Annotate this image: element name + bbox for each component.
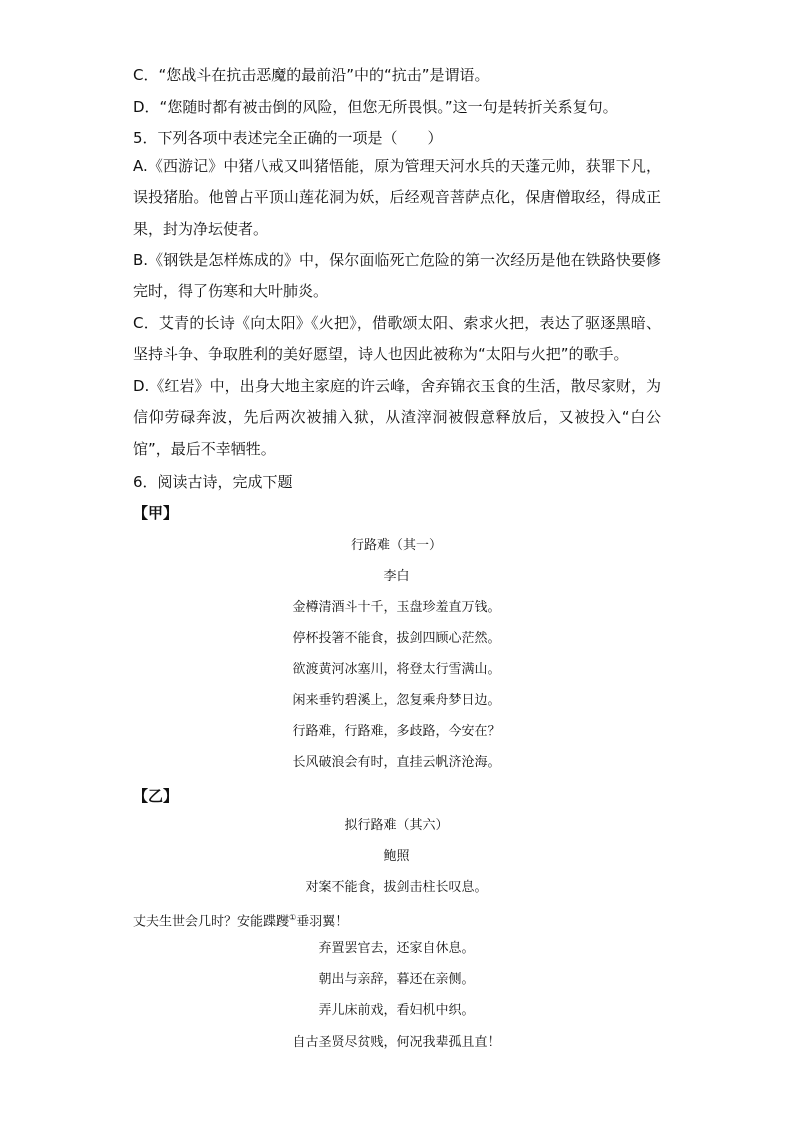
poem-yi-line: 朝出与亲辞，暮还在亲侧。 <box>318 972 475 987</box>
q5-option-a: A.《西游记》中猪八戒又叫猪悟能，原为管理天河水兵的天蓬元帅，获罪下凡，误投猪胎。他曾占平顶山莲花洞为妖，后经观音菩萨点化，保唐僧取经，得成正果，封为净坛使者。 <box>133 157 661 238</box>
q4-option-d: D．“您随时都有被击倒的风险，但您无所畏惧。”这一句是转折关系复句。 <box>133 98 618 116</box>
q4-option-c: C．“您战斗在抗击恶魔的最前沿”中的“抗击”是谓语。 <box>133 66 490 84</box>
poem-jia-author: 李白 <box>383 569 410 584</box>
poem-yi-line: 弃置罢官去，还家自休息。 <box>318 941 475 956</box>
poem-jia-line: 行路难，行路难，多歧路，今安在？ <box>292 724 501 739</box>
poem-jia-line: 金樽清酒斗十千，玉盘珍羞直万钱。 <box>292 600 501 615</box>
poem-yi-author: 鲍照 <box>383 849 410 864</box>
poem-jia-line: 欲渡黄河冰塞川，将登太行雪满山。 <box>292 662 501 677</box>
poem-yi-line <box>133 909 348 931</box>
poem-yi-title: 拟行路难（其六） <box>344 818 449 833</box>
poem-yi-line: 自古圣贤尽贫贱，何况我辈孤且直！ <box>292 1035 501 1050</box>
footnote-marker: ① <box>289 913 297 922</box>
poem-yi-line: 对案不能食，拔剑击柱长叹息。 <box>305 880 488 895</box>
poem-jia-line: 闲来垂钓碧溪上，忽复乘舟梦日边。 <box>292 693 501 708</box>
poem-yi-marker: 【乙】 <box>133 787 179 805</box>
poem-yi-line-text: 丈夫生世会几时？安能蹀躞 <box>133 914 290 930</box>
poem-jia-line: 长风破浪会有时，直挂云帆济沧海。 <box>292 755 501 770</box>
poem-jia-title: 行路难（其一） <box>350 538 442 553</box>
q5-stem: 5．下列各项中表述完全正确的一项是（ ） <box>133 129 443 147</box>
poem-yi-line-text: 垂羽翼！ <box>296 914 349 930</box>
poem-jia-line: 停杯投箸不能食，拔剑四顾心茫然。 <box>292 631 501 646</box>
poem-jia-marker: 【甲】 <box>133 504 179 522</box>
q5-option-d: D.《红岩》中，出身大地主家庭的许云峰，舍弃锦衣玉食的生活，散尽家财，为信仰劳碌奔波，先后两次被捕入狱，从渣滓洞被假意释放后，又被投入“白公馆”，最后不幸牺牲。 <box>133 377 661 458</box>
q5-option-c: C．艾青的长诗《向太阳》《火把》，借歌颂太阳、索求火把，表达了驱逐黑暗、坚持斗争、争取胜利的美好愿望，诗人也因此被称为“太阳与火把”的歌手。 <box>133 314 661 364</box>
poem-yi-line: 弄儿床前戏，看妇机中织。 <box>318 1003 475 1018</box>
q6-stem: 6．阅读古诗，完成下题 <box>133 473 293 491</box>
q5-option-b: B.《钢铁是怎样炼成的》中，保尔面临死亡危险的第一次经历是他在铁路快要修完时，得了伤寒和大叶肺炎。 <box>133 251 661 301</box>
